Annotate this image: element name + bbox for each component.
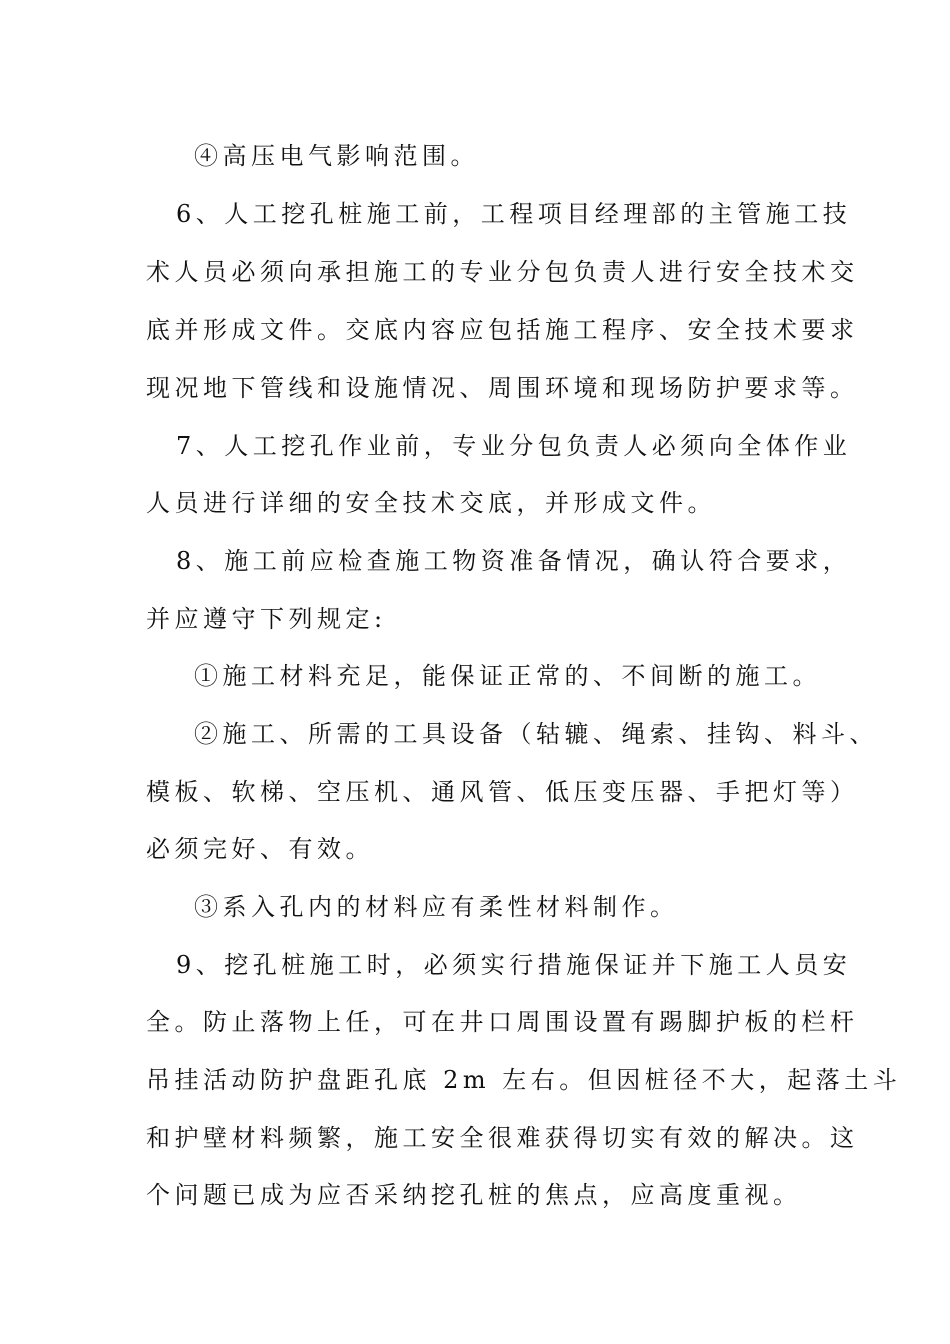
paragraph-7-line-2: 人员进行详细的安全技术交底，并形成文件。 [146, 489, 716, 517]
item-1-line: ①施工材料充足，能保证正常的、不间断的施工。 [194, 662, 821, 690]
paragraph-7-line-1: 7、人工挖孔作业前，专业分包负责人必须向全体作业 [176, 432, 852, 460]
paragraph-6-line-4: 现况地下管线和设施情况、周围环境和现场防护要求等。 [146, 374, 859, 402]
paragraph-9-line-5: 个问题已成为应否采纳挖孔桩的焦点，应高度重视。 [146, 1181, 802, 1209]
item-3-line: ③系入孔内的材料应有柔性材料制作。 [194, 893, 679, 921]
item-2-line-1: ②施工、所需的工具设备（轱辘、绳索、挂钩、料斗、 [194, 720, 878, 748]
paragraph-9-line-1: 9、挖孔桩施工时，必须实行措施保证并下施工人员安 [176, 951, 852, 979]
paragraph-8-line-2: 并应遵守下列规定: [146, 605, 387, 633]
paragraph-6-line-2: 术人员必须向承担施工的专业分包负责人进行安全技术交 [146, 258, 859, 286]
paragraph-6-line-1: 6、人工挖孔桩施工前，工程项目经理部的主管施工技 [176, 200, 852, 228]
paragraph-9-line-4: 和护壁材料频繁，施工安全很难获得切实有效的解决。这 [146, 1124, 859, 1152]
paragraph-6-line-3: 底并形成文件。交底内容应包括施工程序、安全技术要求 [146, 316, 859, 344]
paragraph-9-line-2: 全。防止落物上任，可在井口周围设置有踢脚护板的栏杆 [146, 1008, 859, 1036]
paragraph-9-line-3: 吊挂活动防护盘距孔底 2m 左右。但因桩径不大，起落土斗 [146, 1066, 902, 1094]
item-2-line-2: 模板、软梯、空压机、通风管、低压变压器、手把灯等） [146, 778, 859, 806]
item-2-line-3: 必须完好、有效。 [146, 835, 374, 863]
paragraph-8-line-1: 8、施工前应检查施工物资准备情况，确认符合要求， [176, 547, 852, 575]
item-4-line: ④高压电气影响范围。 [194, 142, 479, 170]
